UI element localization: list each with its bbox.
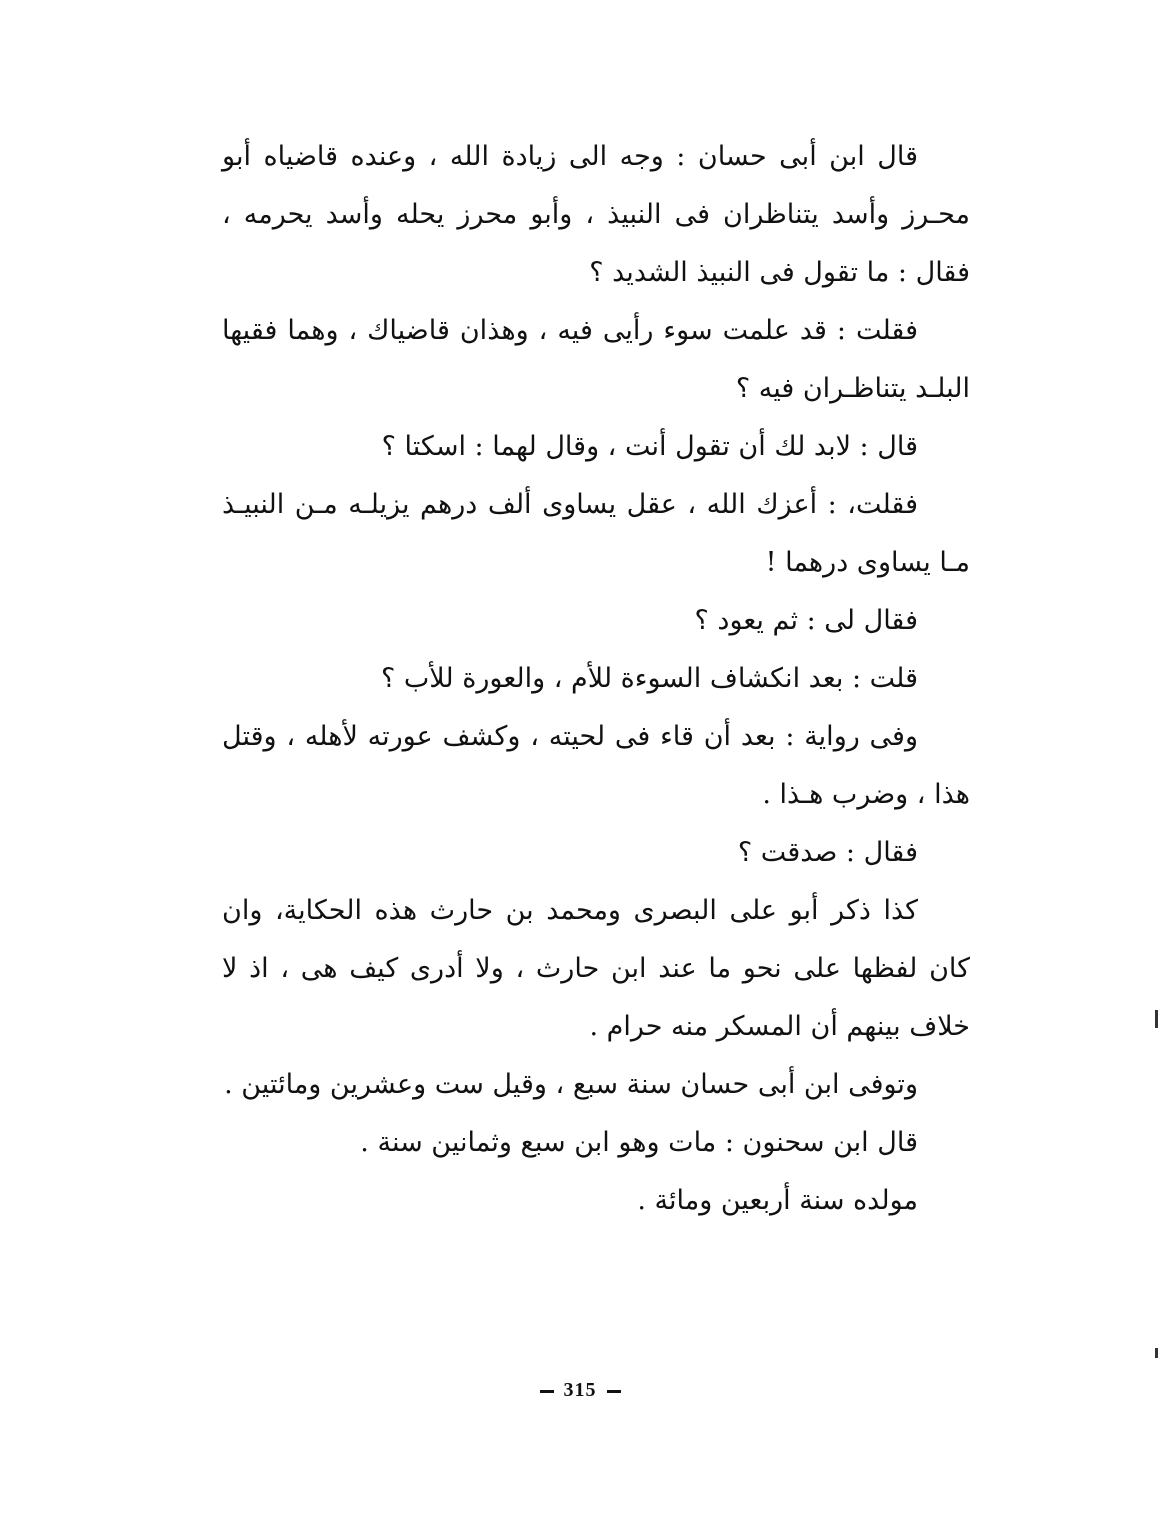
scan-edge-mark: [1155, 1348, 1158, 1358]
scan-edge-mark: [1155, 1010, 1158, 1028]
paragraph-7: وفى رواية : بعد أن قاء فى لحيته ، وكشف عورته لأهله ، وقتل هذا ، وضرب هـذا .: [222, 721, 970, 810]
paragraph-9: كذا ذكر أبو على البصرى ومحمد بن حارث هذه الحكاية، وان كان لفظها على نحو ما عند ابن حارث ، ولا أدرى كيف هى ، اذ لا خلاف بينهم أن المسكر منه حرام .: [222, 895, 970, 1042]
paragraph-10: وتوفى ابن أبى حسان سنة سبع ، وقيل ست وعشرين ومائتين .: [224, 1069, 918, 1100]
paragraph-3: قال : لابد لك أن تقول أنت ، وقال لهما : اسكتا ؟: [381, 431, 918, 462]
paragraph-8: فقال : صدقت ؟: [737, 837, 918, 868]
page-number-dash-left: [540, 1390, 554, 1393]
paragraph-11: قال ابن سحنون : مات وهو ابن سبع وثمانين سنة .: [360, 1127, 918, 1158]
paragraph-6: قلت : بعد انكشاف السوءة للأم ، والعورة للأب ؟: [380, 663, 918, 694]
paragraph-2: فقلت : قد علمت سوء رأيى فيه ، وهذان قاضياك ، وهما فقيها البلـد يتناظـران فيه ؟: [222, 315, 970, 404]
page-number-footer: [0, 1378, 1160, 1402]
paragraph-5: فقال لى : ثم يعود ؟: [694, 605, 918, 636]
paragraph-1: قال ابن أبى حسان : وجه الى زيادة الله ، وعنده قاضياه أبو محـرز وأسد يتناظران فى النبيذ ، وأبو محرز يحله وأسد يحرمه ، فقال : ما تقول فى النبيذ الشديد ؟: [222, 141, 970, 288]
page-number-dash-right: [607, 1390, 621, 1393]
page-number: 315: [563, 1379, 597, 1401]
paragraph-4: فقلت، : أعزك الله ، عقل يساوى ألف درهم يزيلـه مـن النبيـذ مـا يساوى درهما !: [222, 489, 970, 578]
paragraph-12: مولده سنة أربعين ومائة .: [637, 1185, 918, 1216]
body-text: [222, 128, 970, 1230]
